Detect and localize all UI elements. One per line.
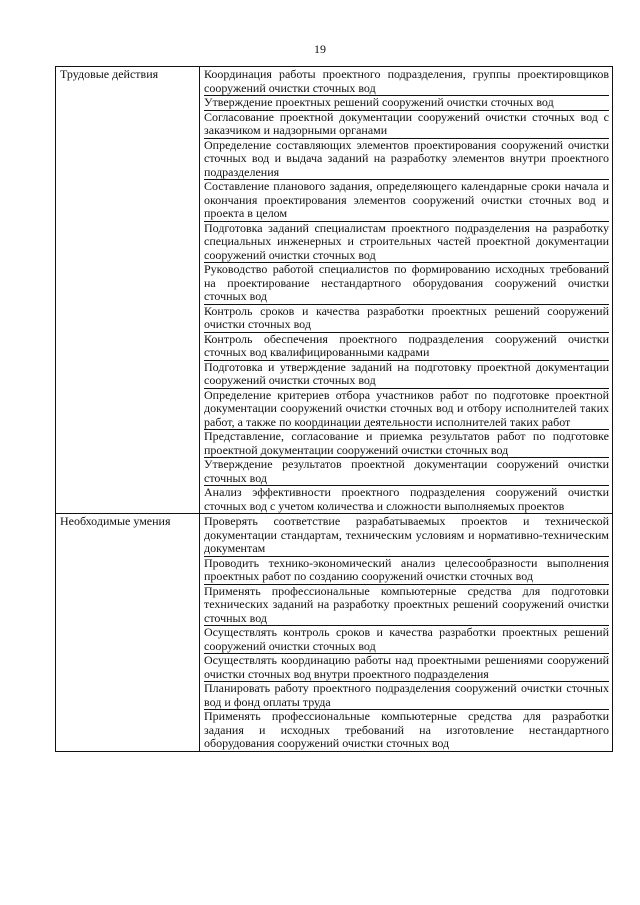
list-item: Применять профессиональные компьютерные средства для разработки задания и исходных требований на изготовление нестандартного оборудования сооружений очистки сточных вод: [204, 709, 609, 750]
list-item: Проверять соответствие разрабатываемых проектов и технической документации стандартам, техническим условиям и нормативно-техническим документам: [204, 514, 609, 555]
list-item: Анализ эффективности проектного подразделения сооружений очистки сточных вод с учетом количества и сложности выполняемых проектов: [204, 485, 609, 513]
section-label-required-skills: Необходимые умения: [56, 514, 200, 752]
list-item: Применять профессиональные компьютерные средства для подготовки технических заданий на разработку проектных решений сооружений очистки сточных вод: [204, 583, 609, 625]
labor-actions-list: [200, 67, 613, 514]
list-item: Проводить технико-экономический анализ целесообразности выполнения проектных работ по созданию сооружений очистки сточных вод: [204, 555, 609, 583]
list-item: Контроль сроков и качества разработки проектных решений сооружений очистки сточных вод: [204, 303, 609, 331]
table-row-labor-actions: [56, 67, 613, 514]
list-item: Определение составляющих элементов проектирования сооружений очистки сточных вод и выдача заданий на разработку элементов внутри проектного подразделения: [204, 137, 609, 179]
page-number: 19: [314, 42, 326, 56]
list-item: Планировать работу проектного подразделения сооружений очистки сточных вод и фонд оплаты труда: [204, 681, 609, 709]
list-item: Согласование проектной документации сооружений очистки сточных вод с заказчиком и надзорными органами: [204, 109, 609, 137]
list-item: Составление планового задания, определяющего календарные сроки начала и окончания проектирования элементов сооружений очистки сточных вод и проекта в целом: [204, 179, 609, 220]
list-item: Руководство работой специалистов по формированию исходных требований на проектирование нестандартного оборудования сооружений очистки сточных вод: [204, 262, 609, 303]
list-item: Определение критериев отбора участников работ по подготовке проектной документации сооружений очистки сточных вод и отбору исполнителей таких работ, а также по координации деятельности исполнителей таких работ: [204, 387, 609, 429]
section-label-labor-actions: Трудовые действия: [56, 67, 200, 514]
list-item: Контроль обеспечения проектного подразделения сооружений очистки сточных вод квалифицированными кадрами: [204, 331, 609, 359]
qualification-table: [55, 66, 613, 752]
list-item: Утверждение проектных решений сооружений очистки сточных вод: [204, 95, 609, 110]
list-item: Подготовка заданий специалистам проектного подразделения на разработку специальных инженерных и строительных частей проектной документации сооружений очистки сточных вод: [204, 220, 609, 262]
list-item: Осуществлять контроль сроков и качества разработки проектных решений сооружений очистки сточных вод: [204, 625, 609, 653]
list-item: Подготовка и утверждение заданий на подготовку проектной документации сооружений очистки сточных вод: [204, 359, 609, 387]
list-item: Представление, согласование и приемка результатов работ по подготовке проектной документации сооружений очистки сточных вод: [204, 429, 609, 457]
list-item: Утверждение результатов проектной документации сооружений очистки сточных вод: [204, 457, 609, 485]
list-item: Осуществлять координацию работы над проектными решениями сооружений очистки сточных вод внутри проектного подразделения: [204, 653, 609, 681]
required-skills-list: [200, 514, 613, 752]
table-row-required-skills: [56, 514, 613, 752]
list-item: Координация работы проектного подразделения, группы проектировщиков сооружений очистки сточных вод: [204, 67, 609, 95]
